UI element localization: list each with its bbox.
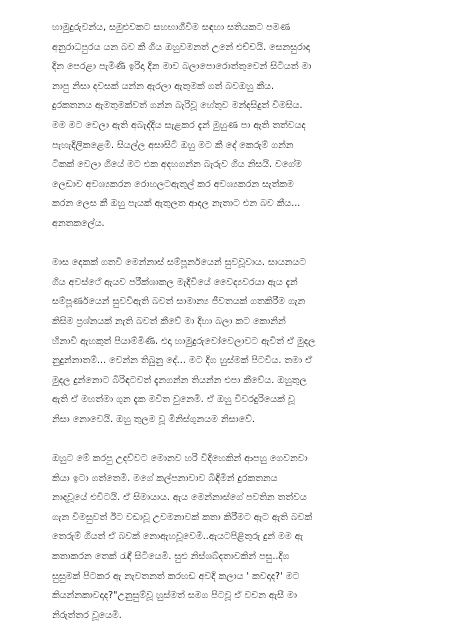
text-line: හිනාවී ඇහකුත් පියාම්මිණි. එදා හාමුදුරුවෝවෙලාවට ඇවිත් ඒ මුදල xyxy=(52,335,316,347)
text-line: නිසා නොවෙයි. ඔහු තුලම වූ මිනිස්ගුනයම නිසාවේ. xyxy=(52,413,255,425)
text-line: ඔහුට මේ කරපු උදව්වට මොනව හරි විදිහෙකින් ආපහු ගෙවනවා xyxy=(52,453,308,465)
text-line: පැහැදිලිකළෙමි. සියල්ල අසාසිටි ඔහු මට කී දේ කෙරුම් ගන්න xyxy=(52,139,294,151)
text-line: දුරකතනය ඇමතුමක්වත් ගන්න බැරිවූ හේතුව මන්දසිදුත් විමසිය. xyxy=(52,100,303,112)
text-line: ගිය අවස්ථේ ඇයව පරීක්ශාකල මැදිවියේ වෛද්‍යවරයා ඇය දැන් xyxy=(52,276,298,288)
text-line: ලෙඩාව අවශ්‍යකරන රොහලටඇතුල් කර අවශ්‍යකරන සැත්කම xyxy=(52,178,294,190)
text-line: දින පෙරළා පැමිණි ඉරිදා දින මාව බලාපොරොත්තුවෙන් සිටියත් මා xyxy=(52,61,312,73)
text-line: හාමුදුරුවන්ය, සමුළුවකට සහභාගීවීම සඳහා සතියකට පමණ xyxy=(52,22,291,33)
text-line: ගැන විමසුවත් ඊට වඩාවූ උවමනාවක් කතා කිරීමට ඇට ඇති බවක් xyxy=(52,511,313,523)
text-line: ටිකක් වෙලා ගියේ මට එක අදහගන්න බැරුව ගිය නිසයි. වගේම xyxy=(52,159,302,171)
paragraph-1 xyxy=(52,18,412,234)
text-line: නාපු නිසා දවසක් යන්න ඇරලා ඇතුමක් ගත් බවඔහු කීය. xyxy=(52,80,275,92)
text-line: කතාකරන තෙක් රැඳී සිටියෙමි. සුළු නිස්ශබ්දතාවකින් පසු..දිග xyxy=(52,551,290,563)
text-line: සුසුමක් පිටකර ඇ නැවතනත් කරහඩ අවදි කලාය ' කවදාද?' මට xyxy=(52,570,300,582)
text-line: කිසිම ප්‍රශ්නයක් නැති බවත් කීවේ මා දිහා බලා කට කොනින් xyxy=(52,315,286,327)
text-line: කියා ඉටා ගත්තෙමි. මගේ කල්පනාවාව බිඳිමින් දුරකතනය xyxy=(52,472,278,484)
text-line: මම මට වෙලා ඇති අබැද්දිය සැළකර දැන් මුහුණ පා ඇති තත්වයද xyxy=(52,119,306,131)
text-line: මුදල දුන්නොට බිරිඳටවත් දැනගන්න තියන්න එපා කීවේය. ඔහුතුල xyxy=(52,374,307,386)
text-line: නුදුන්නාතම්... වෙන්න තිබුනු දේ... මට දිග හුස්මක් පිටවිය. තමා ඒ xyxy=(52,355,313,367)
text-line: ඇති ඒ මහත්මා ගුන දැක මවිත වුනෙමි. ඒ ඔහු විවරදුරියෙක් වූ xyxy=(52,394,295,406)
text-line: අනතකලේය. xyxy=(52,217,105,229)
text-line: කරන ලෙස කී ඔහු පැයක් ඇතුලත ආදල නැතාට එන බව කීය... xyxy=(52,198,301,210)
paragraph-2 xyxy=(52,253,412,429)
text-line: අනුරාධපුරය යන බව කී ගිය ඔහුවමනත් උනේ එච්චයි. සෙනසුරාදා xyxy=(52,41,311,53)
text-line: මාස දෙකක් ගතවී මෙන්නාස් සම්පූර්නයෙන් සුවවූවාය. සායනයට xyxy=(52,257,307,269)
text-line: නිරුත්තර වූයෙමි. xyxy=(52,609,122,621)
text-line: නාදවූයේ එවිටයි. ඒ සිමායාය. ඇය මෙන්නාස්ගේ පවතින තත්වය xyxy=(52,492,307,504)
paragraph-3 xyxy=(52,449,412,625)
text-line: කියන්නකාවදාද?"උනුසුම්වූ හුස්මත් සමග පිටවූ ඒ වචන ඇසී මා xyxy=(52,590,297,602)
text-line: තෙරුම් ගියත් ඒ බවක් නොඇහවූවෙමි..ඇයටපිළිතුරු දුන් මම ඇ xyxy=(52,531,303,543)
text-line: සම්පූර්ණයෙන් සුවවීඇති බවත් සාමාන්‍ය ජීවතයක් ගතකිරීම ගැන xyxy=(52,296,306,308)
